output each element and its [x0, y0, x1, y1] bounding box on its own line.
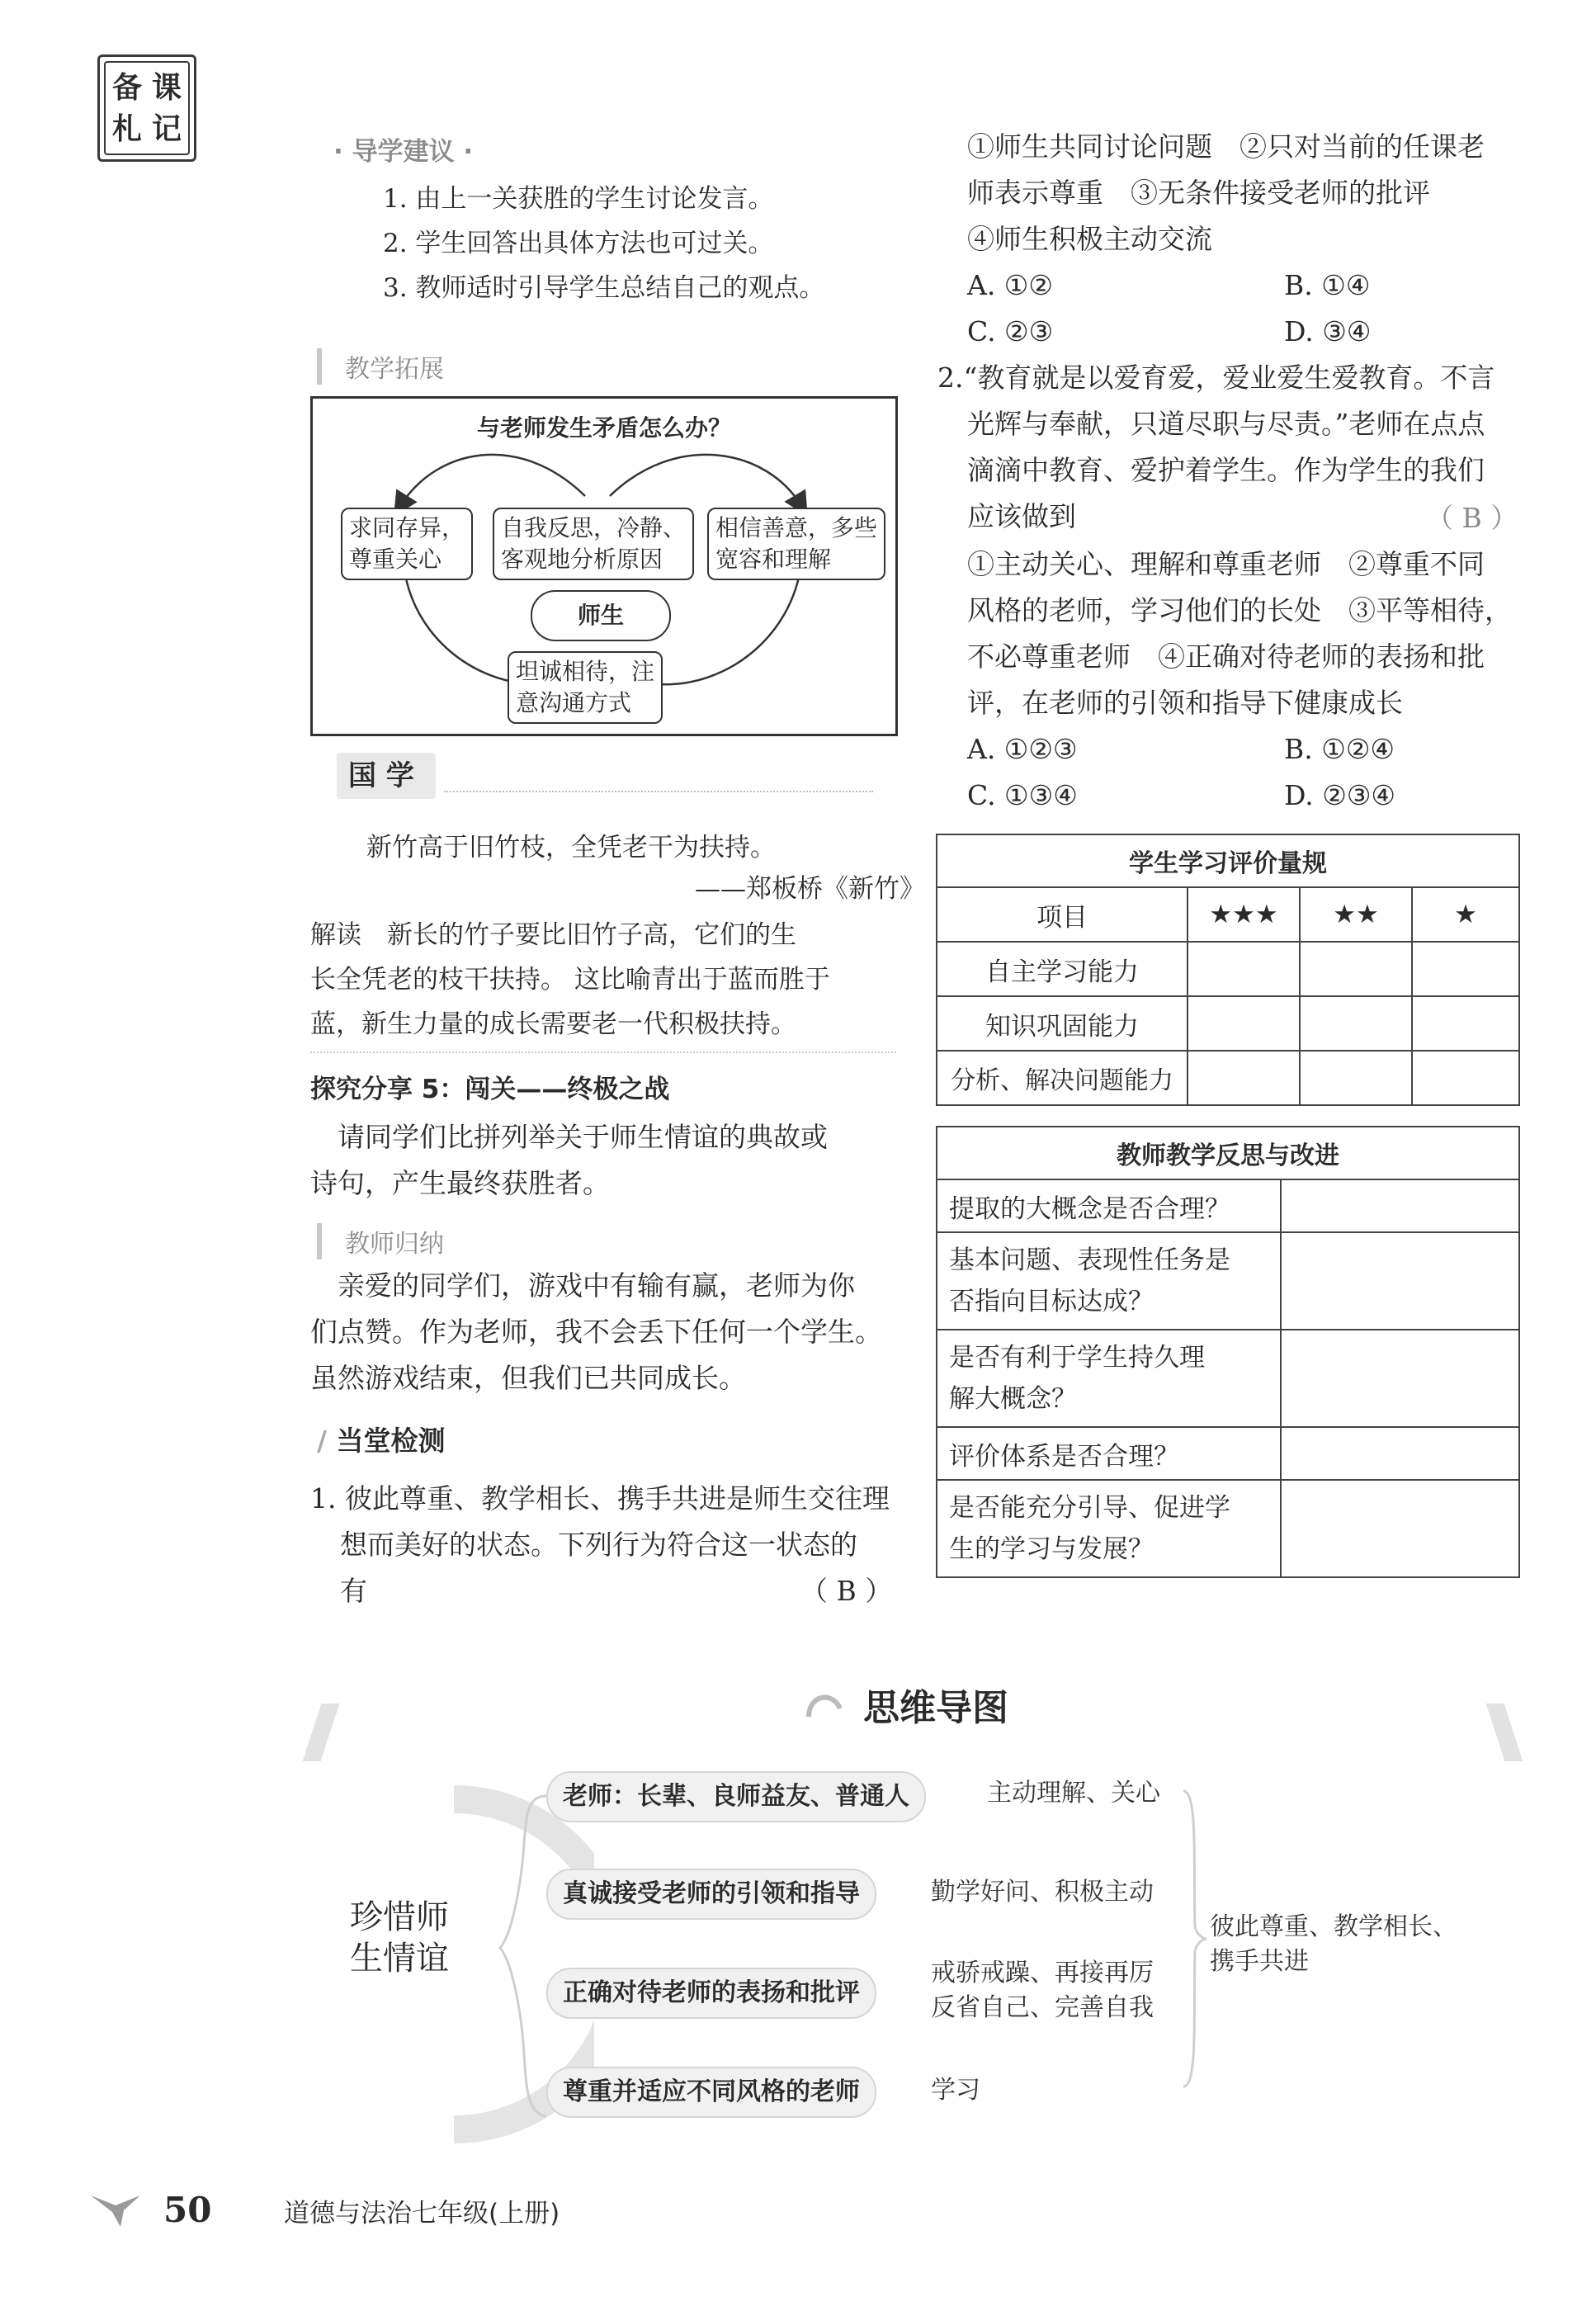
- explore-title: 探究分享 5：闯关——终极之战: [310, 1075, 670, 1104]
- reflect-line: 解大概念？: [949, 1384, 1077, 1414]
- reflect-line: 否指向目标达成？: [949, 1287, 1154, 1316]
- diagram-box-trust: [707, 508, 885, 580]
- stamp-char: 札: [111, 111, 142, 146]
- reflect-item: [937, 1480, 1281, 1577]
- q2-choice-a: A. ①②③: [967, 733, 1078, 765]
- summary-line: 彼此尊重、教学相长、: [1210, 1912, 1457, 1941]
- reflect-item: 评价体系是否合理？: [937, 1427, 1281, 1480]
- branch-teacher-role: 老师：长辈、良师益友、普通人: [546, 1771, 926, 1822]
- box-line: 求同存异，: [349, 514, 465, 541]
- box-line: 尊重关心: [349, 546, 442, 573]
- summary-line: 携手共进: [1210, 1947, 1309, 1976]
- branch-accept-guidance: 真诚接受老师的引领和指导: [546, 1869, 876, 1920]
- reflect-line: 是否有利于学生持久理: [949, 1343, 1205, 1373]
- q1-opt-line: 师表示尊重 ③无条件接受老师的批评: [967, 177, 1430, 209]
- guide-item: 1. 由上一关获胜的学生讨论发言。: [383, 184, 774, 214]
- box-line: 宽容和理解: [715, 546, 832, 573]
- summary-line: 亲爱的同学们，游戏中有输有赢，老师为你: [310, 1269, 855, 1302]
- table-row: [937, 996, 1519, 1051]
- q2-choice-d: D. ②③④: [1284, 779, 1396, 811]
- stamp-char: 课: [151, 70, 182, 105]
- q2-line: 2.“教育就是以爱育爱，爱业爱生爱教育。不言: [937, 362, 1495, 394]
- q1-opt-line: ④师生积极主动交流: [967, 223, 1212, 255]
- rubric-header: 项目: [937, 887, 1188, 942]
- rubric-row-label: 分析、解决问题能力: [937, 1051, 1188, 1105]
- q2-choice-b: B. ①②④: [1284, 733, 1395, 765]
- mindmap-root: [350, 1897, 449, 1979]
- diagram-box-respect: [341, 508, 473, 580]
- q2-choice-c: C. ①③④: [967, 779, 1078, 811]
- box-line: 意沟通方式: [516, 689, 632, 716]
- explore-line: 诗句，产生最终获胜者。: [310, 1167, 610, 1199]
- q1-line: 1. 彼此尊重、教学相长、携手共进是师生交往理: [310, 1482, 890, 1515]
- reflect-item: [937, 1232, 1281, 1330]
- q2-line: 应该做到: [967, 500, 1076, 532]
- q1-answer: （ B ）: [800, 1575, 893, 1607]
- q2-line: 滴滴中教育、爱护着学生。作为学生的我们: [967, 454, 1485, 486]
- guoxue-poem: 新竹高于旧竹枝，全凭老干为扶持。: [366, 833, 776, 862]
- table-row: [937, 942, 1519, 996]
- reflect-line: 基本问题、表现性任务是: [949, 1245, 1230, 1275]
- reflect-title: 教师教学反思与改进: [937, 1127, 1519, 1179]
- check-label: ∕ 当堂检测: [317, 1425, 446, 1457]
- reflect-item: 提取的大概念是否合理？: [937, 1179, 1281, 1232]
- guide-item: 3. 教师适时引导学生总结自己的观点。: [383, 273, 825, 303]
- box-line: 相信善意，多些: [715, 514, 878, 541]
- q1-line: 有: [340, 1575, 367, 1607]
- table-row: [937, 1480, 1519, 1577]
- guide-list: [383, 177, 824, 310]
- table-row: [937, 1051, 1519, 1105]
- stamp-char: 记: [151, 111, 182, 146]
- q2-answer: （ B ）: [1426, 502, 1518, 534]
- guoxue-interp: [310, 913, 896, 1047]
- branch-respect-styles: 尊重并适应不同风格的老师: [546, 2067, 876, 2118]
- box-line: 坦诚相待，注: [516, 658, 655, 685]
- guoxue-author: ——郑板桥《新竹》: [695, 874, 925, 904]
- table-row: [937, 1179, 1519, 1232]
- q1-options: [967, 124, 1537, 262]
- branch-note: 学习: [931, 2076, 980, 2105]
- interp-line: 解读 新长的竹子要比旧竹子高，它们的生: [310, 920, 796, 950]
- note-line: 戒骄戒躁、再接再厉: [931, 1959, 1154, 1987]
- page-number: 50: [163, 2190, 212, 2230]
- reflect-item: [937, 1330, 1281, 1427]
- q2-line: 光辉与奉献，只道尽职与尽责。”老师在点点: [967, 408, 1485, 440]
- q1-choice-b: B. ①④: [1284, 269, 1371, 301]
- reflect-line: 是否能充分引导、促进学: [949, 1493, 1230, 1523]
- book-title: 道德与法治七年级(上册): [284, 2199, 560, 2228]
- rubric-row-label: 知识巩固能力: [937, 996, 1188, 1051]
- summary-line: 们点赞。作为老师，我不会丢下任何一个学生。: [310, 1316, 882, 1348]
- q1-opt-line: ①师生共同讨论问题 ②只对当前的任课老: [967, 130, 1485, 163]
- rubric-title: 学生学习评价量规: [937, 834, 1519, 887]
- teach-ext-label: 教学拓展: [317, 348, 444, 385]
- diagram-box-honest: [508, 651, 663, 724]
- q1-line: 想而美好的状态。下列行为符合这一状态的: [340, 1529, 857, 1561]
- interp-line: 蓝，新生力量的成长需要老一代积极扶持。: [310, 1009, 796, 1039]
- rubric-header: ★★★: [1188, 887, 1300, 942]
- guoxue-label: 国 学: [348, 759, 414, 792]
- q2-opt-line: 风格的老师，学习他们的长处 ③平等相待，: [967, 594, 1512, 626]
- rubric-header: ★★: [1300, 887, 1412, 942]
- root-line: 生情谊: [350, 1940, 449, 1978]
- note-line: 反省自己、完善自我: [931, 1993, 1154, 2022]
- box-line: 自我反思，冷静、: [501, 514, 687, 541]
- guide-label: · 导学建议 ·: [333, 137, 474, 167]
- diagram-box-reflect: [493, 508, 694, 580]
- q1-choice-a: A. ①②: [967, 269, 1053, 301]
- footer-arrow-icon: [87, 2187, 145, 2228]
- branch-praise-criticism: 正确对待老师的表扬和批评: [546, 1968, 876, 2019]
- explore-line: 请同学们比拼列举关于师生情谊的典故或: [310, 1121, 828, 1153]
- summary-label: 教师归纳: [317, 1223, 444, 1259]
- branch-note: 主动理解、关心: [987, 1779, 1160, 1808]
- table-row: [937, 1330, 1519, 1427]
- rubric-row-label: 自主学习能力: [937, 942, 1188, 996]
- guide-item: 2. 学生回答出具体方法也可过关。: [383, 229, 774, 258]
- q2-opt-line: ①主动关心、理解和尊重老师 ②尊重不同: [967, 548, 1485, 580]
- diagram-center: 师生: [531, 590, 671, 641]
- mindmap-summary: [1210, 1910, 1457, 1979]
- stamp-char: 备: [111, 70, 142, 105]
- diagram-title: 与老师发生矛盾怎么办？: [476, 414, 731, 442]
- interp-line: 长全凭老的枝干扶持。 这比喻青出于蓝而胜于: [310, 965, 830, 995]
- swirl-icon: [804, 1684, 845, 1725]
- rubric-header: ★: [1412, 887, 1519, 942]
- table-row: [937, 1427, 1519, 1480]
- note-stamp: [97, 54, 196, 162]
- box-line: 客观地分析原因: [501, 546, 663, 573]
- reflection-table: [936, 1126, 1520, 1578]
- summary-line: 虽然游戏结束，但我们已共同成长。: [310, 1362, 746, 1394]
- mindmap-title: 思维导图: [863, 1687, 1008, 1729]
- guoxue-banner: [337, 749, 881, 807]
- q1-choice-c: C. ②③: [967, 315, 1054, 347]
- mindmap-right-brace: [1178, 1786, 1211, 2091]
- conflict-diagram: [310, 396, 898, 736]
- table-row: [937, 1232, 1519, 1330]
- rubric-table: [936, 834, 1520, 1106]
- branch-note: 勤学好问、积极主动: [931, 1878, 1154, 1907]
- branch-note: [931, 1956, 1154, 2025]
- explore-text: [310, 1114, 896, 1207]
- q2-options: [967, 541, 1537, 726]
- check-label-text: 当堂检测: [336, 1425, 446, 1457]
- q1-choice-d: D. ③④: [1284, 315, 1372, 347]
- q2-opt-line: 不必尊重老师 ④正确对待老师的表扬和批: [967, 640, 1485, 673]
- summary-text: [310, 1263, 898, 1401]
- reflect-line: 生的学习与发展？: [949, 1534, 1154, 1564]
- root-line: 珍惜师: [350, 1898, 449, 1936]
- q2-opt-line: 评，在老师的引领和指导下健康成长: [967, 687, 1403, 719]
